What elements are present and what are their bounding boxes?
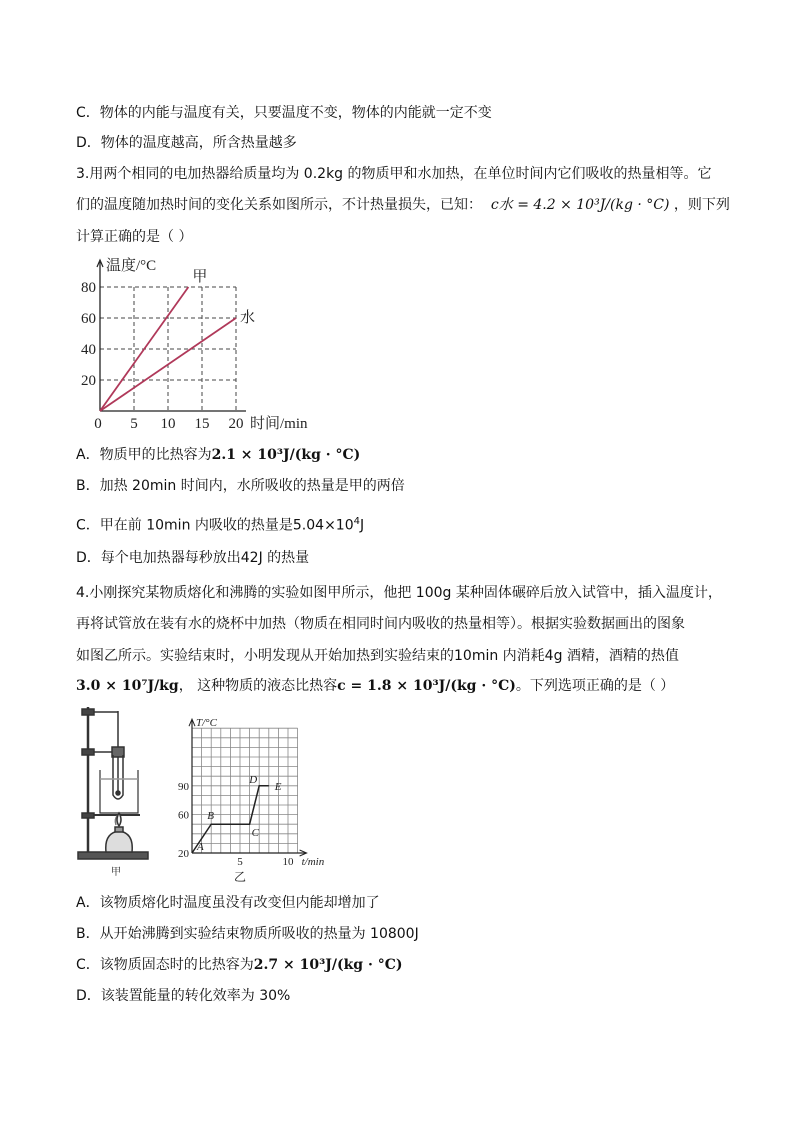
y-tick-label: 80: [81, 280, 96, 296]
x-axis-label: t/min: [301, 856, 325, 868]
x-tick-label: 10: [160, 416, 176, 432]
q3-option-c-text: C．甲在前 10min 内吸收的热量是: [76, 517, 293, 534]
x-axis-label: 时间/min: [250, 416, 308, 432]
q3-formula-c-water: c水 = 4.2 × 10³J/(kg · °C): [490, 197, 670, 213]
y-tick-label: 20: [178, 848, 189, 860]
y-axis-label: T/°C: [196, 717, 217, 730]
y-tick-label: 60: [81, 311, 96, 327]
point-label: B: [207, 810, 214, 823]
y-tick-label: 20: [81, 373, 96, 389]
q4-option-a: A．该物质熔化时温度虽没有改变但内能却增加了: [76, 895, 380, 911]
q3-stem-line3: 计算正确的是（ ）: [76, 229, 193, 245]
q3-stem-line2: [76, 195, 730, 215]
point-label: A: [197, 841, 204, 853]
point-label: D: [249, 773, 258, 786]
q4-option-b: B．从开始沸腾到实验结束物质所吸收的热量为 10800J: [76, 926, 419, 942]
q4-option-c-formula: 2.7 × 10³J/(kg · °C): [253, 957, 403, 973]
q3-option-c-value: 5.04×10: [292, 517, 354, 534]
option-c-prev: C．物体的内能与温度有关，只要温度不变，物体的内能就一定不变: [76, 105, 492, 121]
q4-stem-line3: 如图乙所示。实验结束时，小明发现从开始加热到实验结束的10min 内消耗4g 酒精，酒精的热值: [76, 648, 679, 664]
series-label: 水: [240, 310, 256, 326]
origin-label: 0: [94, 416, 102, 432]
q4-stem-line1: 4.小刚探究某物质熔化和沸腾的实验如图甲所示，他把 100g 某种固体碾碎后放入试管中，插入温度计，: [76, 585, 722, 601]
q3-option-a-formula: 2.1 × 10³J/(kg · °C): [211, 447, 361, 463]
q4-option-c-text: C．该物质固态时的比热容为: [76, 957, 254, 973]
y-axis-label: 温度/°C: [106, 258, 157, 274]
q4-formula-c-liquid: c = 1.8 × 10³J/(kg · °C): [337, 678, 516, 694]
y-tick-label: 60: [178, 809, 189, 822]
point-label: E: [274, 780, 282, 793]
apparatus-illustration: [76, 703, 156, 878]
q3-stem-line1: 3.用两个相同的电加热器给质量均为 0.2kg 的物质甲和水加热，在单位时间内它们吸收的热量相等。它: [76, 166, 712, 182]
q4-stem-line4: [76, 676, 674, 696]
q4-stem-line2: 再将试管放在装有水的烧杯中加热（物质在相同时间内吸收的热量相等）。根据实验数据画出的图象: [76, 616, 685, 632]
series-line-jia: [100, 287, 188, 411]
q3-stem-end: ，则下列: [673, 197, 730, 213]
y-tick-label: 40: [81, 342, 96, 358]
x-tick-label: 5: [130, 416, 138, 432]
x-tick-label: 15: [194, 416, 210, 432]
x-tick-label: 20: [228, 416, 244, 432]
x-tick-label: 10: [282, 856, 294, 868]
q4-option-d: D．该装置能量的转化效率为 30%: [76, 988, 291, 1004]
point-label: C: [251, 827, 259, 840]
x-tick-label: 5: [237, 856, 243, 868]
series-label: 甲: [192, 269, 208, 285]
melting-boiling-chart: [170, 703, 350, 883]
q4-stem-end: 。下列选项正确的是（ ）: [515, 678, 675, 694]
q3-option-a: [76, 445, 360, 465]
option-d-prev: D．物体的温度越高，所含热量越多: [76, 135, 297, 151]
q4-option-c: [76, 955, 402, 975]
q3-option-c: [76, 512, 364, 536]
q3-stem-text: 们的温度随加热时间的变化关系如图所示，不计热量损失，已知：: [76, 197, 482, 213]
q3-option-c-exponent: 4: [353, 516, 360, 527]
q4-formula-heat-value: 3.0 × 10⁷J/kg: [76, 678, 179, 694]
q4-stem-mid: ， 这种物质的液态比热容: [178, 678, 338, 694]
q3-option-b: B．加热 20min 时间内，水所吸收的热量是甲的两倍: [76, 478, 405, 494]
q3-option-d: D．每个电加热器每秒放出42J 的热量: [76, 550, 310, 566]
fig-jia-caption: 甲: [111, 867, 121, 878]
temperature-time-chart: [76, 256, 326, 436]
q3-option-a-text: A．物质甲的比热容为: [76, 447, 212, 463]
fig-yi-caption: 乙: [233, 870, 247, 884]
y-tick-label: 90: [178, 780, 189, 793]
q3-option-c-unit: J: [359, 517, 365, 534]
